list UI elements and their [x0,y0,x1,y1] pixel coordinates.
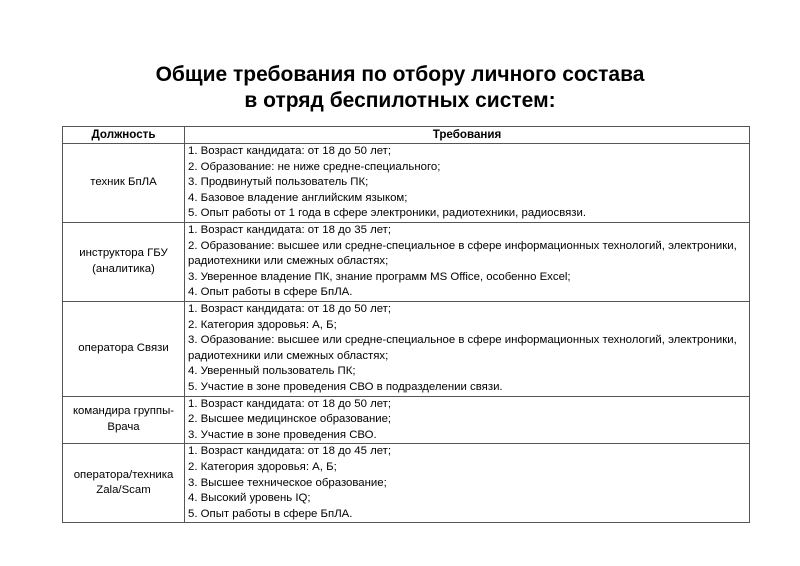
requirement-item: 1. Возраст кандидата: от 18 до 45 лет; [188,445,392,458]
title-line-1: Общие требования по отбору личного состава [155,63,645,86]
requirements-cell [185,144,750,223]
requirement-item: 4. Опыт работы в сфере БпЛА. [188,286,353,299]
header-position: Должность [63,127,185,144]
requirement-item: 2. Категория здоровья: А, Б; [188,460,337,473]
table-row [63,301,750,396]
requirement-item: 3. Образование: высшее или средне-специальное в сфере информационных технологий, электроники, радиотехники или смежных областях; [188,334,737,362]
position-cell: техник БпЛА [63,144,185,223]
position-cell: оператора/техника Zala/Scam [63,444,185,523]
title-line-2: в отряд беспилотных систем: [244,89,556,112]
requirement-item: 1. Возраст кандидата: от 18 до 50 лет; [188,397,392,410]
requirement-item: 3. Участие в зоне проведения СВО. [188,428,377,441]
requirements-cell [185,223,750,302]
requirements-cell [185,444,750,523]
page-title [0,62,800,114]
header-requirements: Требования [185,127,750,144]
table-row [63,223,750,302]
position-cell: инструктора ГБУ (аналитика) [63,223,185,302]
requirement-item: 5. Участие в зоне проведения СВО в подразделении связи. [188,380,503,393]
table-row [63,396,750,444]
requirements-cell [185,301,750,396]
requirement-item: 2. Высшее медицинское образование; [188,413,392,426]
requirement-item: 1. Возраст кандидата: от 18 до 50 лет; [188,145,392,157]
requirement-item: 3. Высшее техническое образование; [188,476,387,489]
requirement-item: 2. Образование: высшее или средне-специальное в сфере информационных технологий, электроники, радиотехники или смежных областях; [188,239,737,268]
requirement-item: 4. Высокий уровень IQ; [188,492,311,505]
requirement-item: 1. Возраст кандидата: от 18 до 35 лет; [188,224,392,236]
requirement-item: 5. Опыт работы в сфере БпЛА. [188,507,353,520]
table-row [63,444,750,523]
requirements-cell [185,396,750,444]
requirement-item: 4. Базовое владение английским языком; [188,191,408,204]
requirement-item: 2. Образование: не ниже средне-специального; [188,160,441,173]
requirement-item: 5. Опыт работы от 1 года в сфере электроники, радиотехники, радиосвязи. [188,207,587,220]
requirement-item: 3. Продвинутый пользователь ПК; [188,176,369,189]
requirement-item: 4. Уверенный пользователь ПК; [188,365,356,378]
requirements-table [62,126,750,523]
table-header-row [63,127,750,144]
requirement-item: 3. Уверенное владение ПК, знание программ MS Office, особенно Excel; [188,270,571,283]
requirement-item: 1. Возраст кандидата: от 18 до 50 лет; [188,302,392,315]
table-row [63,144,750,223]
position-cell: командира группы-Врача [63,396,185,444]
requirement-item: 2. Категория здоровья: А, Б; [188,318,337,331]
position-cell: оператора Связи [63,301,185,396]
